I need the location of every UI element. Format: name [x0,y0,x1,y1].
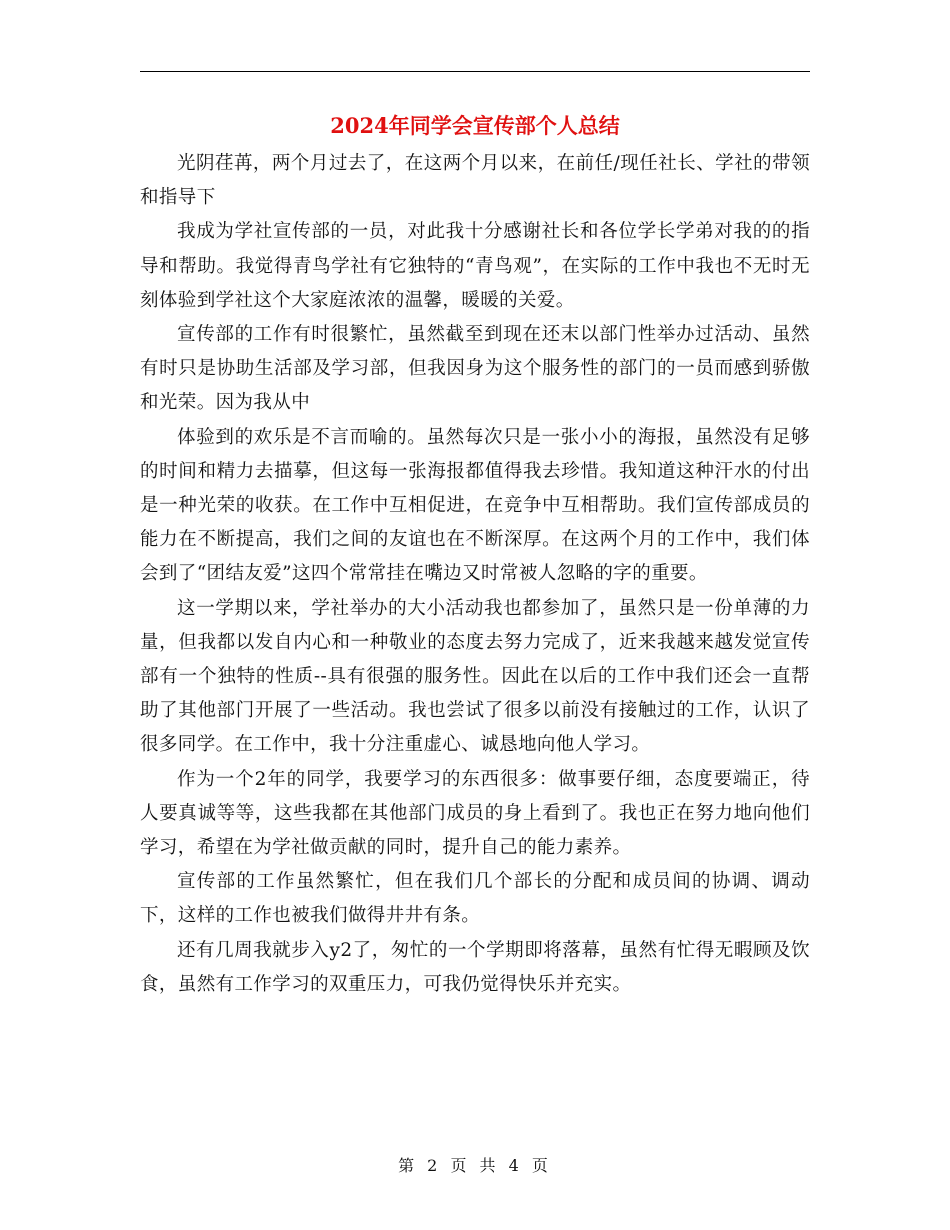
paragraph: 宣传部的工作虽然繁忙，但在我们几个部长的分配和成员间的协调、调动下，这样的工作也被我们做得井井有条。 [140,871,810,927]
page-footer: 第 2 页 共 4 页 [398,1156,552,1175]
header-rule [140,71,810,72]
document-title: 2024年同学会宣传部个人总结 [330,113,620,138]
paragraph: 宣传部的工作有时很繁忙，虽然截至到现在还末以部门性举办过活动、虽然有时只是协助生活部及学习部，但我因身为这个服务性的部门的一员而感到骄傲和光荣。因为我从中 [140,324,810,414]
document-body [140,147,810,1002]
paragraph: 我成为学社宣传部的一员，对此我十分感谢社长和各位学长学弟对我的的指导和帮助。我觉得青鸟学社有它独特的“青鸟观”，在实际的工作中我也不无时无刻体验到学社这个大家庭浓浓的温馨，暖暖的关爱。 [140,221,810,311]
paragraph: 还有几周我就步入y2了，匆忙的一个学期即将落幕，虽然有忙得无暇顾及饮食，虽然有工作学习的双重压力，可我仍觉得快乐并充实。 [140,939,810,995]
paragraph: 光阴荏苒，两个月过去了，在这两个月以来，在前任/现任社长、学社的带领和指导下 [140,153,810,209]
paragraph: 体验到的欢乐是不言而喻的。虽然每次只是一张小小的海报，虽然没有足够的时间和精力去描摹，但这每一张海报都值得我去珍惜。我知道这种汗水的付出是一种光荣的收获。在工作中互相促进，在竞争中互相帮助。我们宣传部成员的能力在不断提高，我们之间的友谊也在不断深厚。在这两个月的工作中，我们体会到了“团结友爱”这四个常常挂在嘴边又时常被人忽略的字的重要。 [140,426,810,585]
paragraph: 这一学期以来，学社举办的大小活动我也都参加了，虽然只是一份单薄的力量，但我都以发自内心和一种敬业的态度去努力完成了，近来我越来越发觉宣传部有一个独特的性质--具有很强的服务性。因此在以后的工作中我们还会一直帮助了其他部门开展了一些活动。我也尝试了很多以前没有接触过的工作，认识了很多同学。在工作中，我十分注重虚心、诚恳地向他人学习。 [140,597,810,756]
paragraph: 作为一个2年的同学，我要学习的东西很多：做事要仔细，态度要端正，待人要真诚等等，这些我都在其他部门成员的身上看到了。我也正在努力地向他们学习，希望在为学社做贡献的同时，提升自己的能力素养。 [140,768,810,859]
